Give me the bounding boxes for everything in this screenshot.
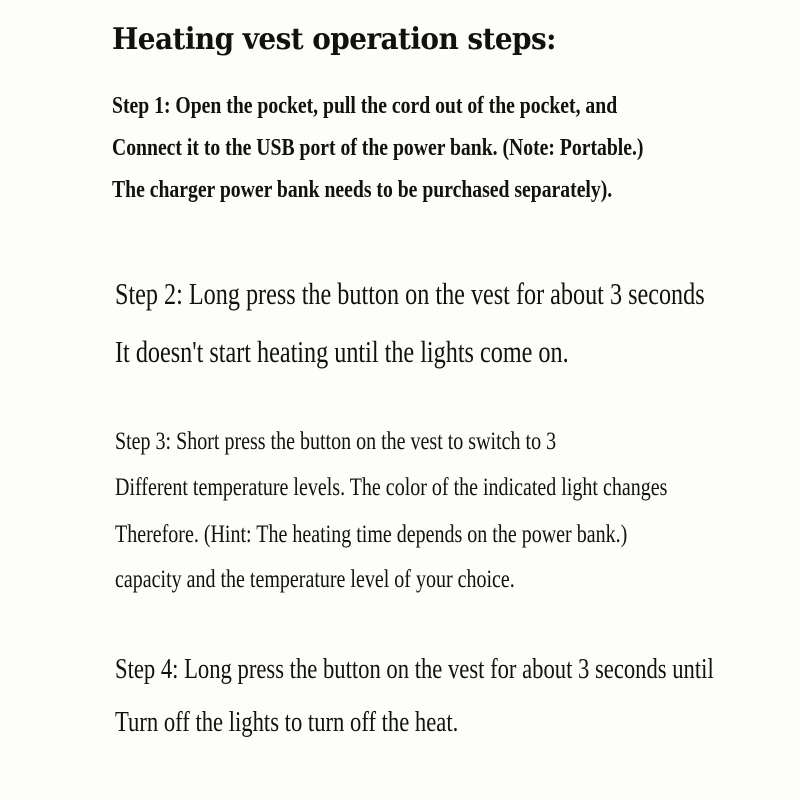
step-3-line-3: Therefore. (Hint: The heating time depends on the power bank.) [115,521,628,548]
page-title: Heating vest operation steps: [112,22,556,57]
step-1-line-2: Connect it to the USB port of the power bank. (Note: Portable.) [112,135,644,161]
step-1-line-1: Step 1: Open the pocket, pull the cord out of the pocket, and [112,93,618,119]
step-2-line-1: Step 2: Long press the button on the vest for about 3 seconds [115,276,705,311]
step-3-line-2: Different temperature levels. The color of the indicated light changes [115,474,668,501]
step-1-line-3: The charger power bank needs to be purchased separately). [112,177,613,203]
step-4-line-2: Turn off the lights to turn off the heat. [115,706,459,738]
step-4-line-1: Step 4: Long press the button on the vest for about 3 seconds until [115,653,714,685]
step-3-line-4: capacity and the temperature level of your choice. [115,566,515,593]
step-3-line-1: Step 3: Short press the button on the vest to switch to 3 [115,428,557,455]
step-2-line-2: It doesn't start heating until the lights come on. [115,334,569,369]
